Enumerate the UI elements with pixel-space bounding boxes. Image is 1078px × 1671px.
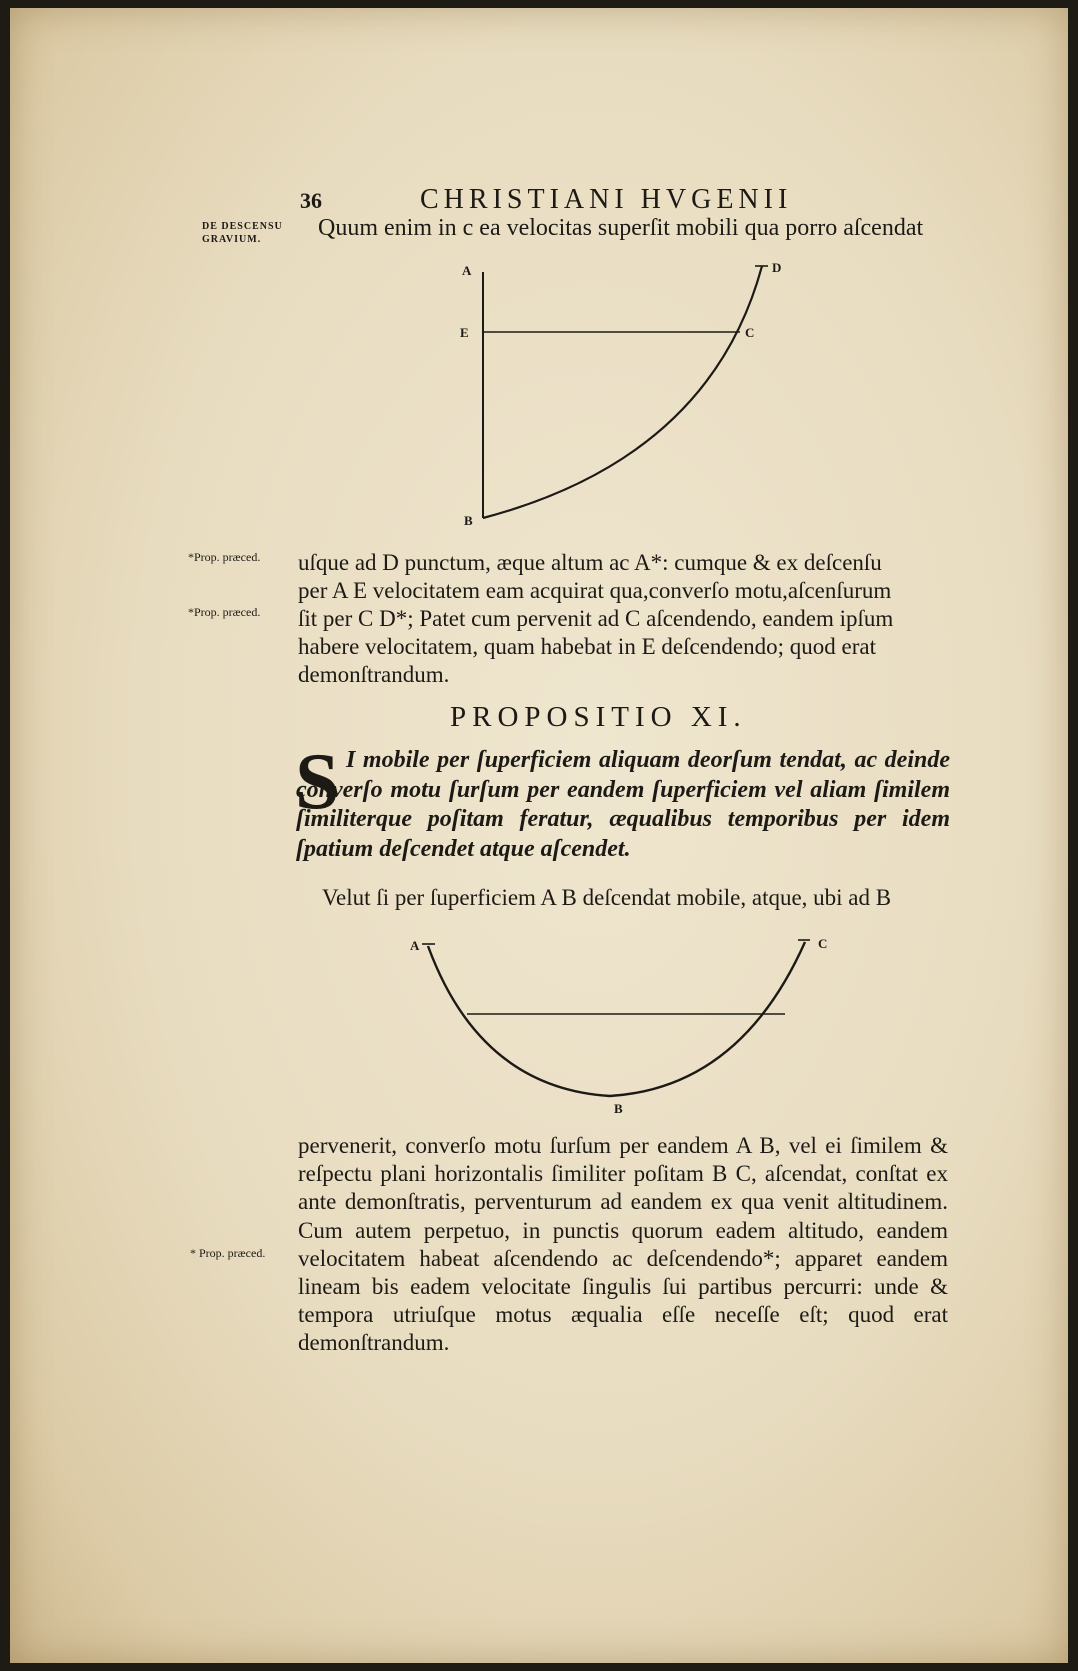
margin-note-3: * Prop. præced.: [190, 1246, 266, 1260]
proposition-title: PROPOSITIO XI.: [450, 701, 747, 733]
fig2-label-a: A: [410, 938, 420, 953]
intro-line: Quum enim in c ea velocitas superſit mobili qua porro aſcendat: [318, 215, 924, 241]
paragraph1-line-1: uſque ad D punctum, æque altum ac A*: cumque & ex deſcenſu: [298, 550, 882, 575]
page-number: 36: [300, 188, 322, 213]
fig2-label-b: B: [614, 1101, 623, 1116]
fig1-curve-BCD: [483, 266, 762, 518]
paragraph1-line-3: ſit per C D*; Patet cum pervenit ad C aſcendendo, eandem ipſum: [298, 606, 894, 631]
margin-heading: [202, 220, 283, 246]
fig1-label-d: D: [772, 260, 782, 275]
paragraph-2: pervenerit, converſo motu ſurſum per eandem A B, vel ei ſimilem & reſpectu plani horizontalis ſimiliter poſitam B C, aſcendat, conſtat ex ante demonſtratis, perventurum ad eandem ex qua venit altitudinem. Cum autem perpetuo, in punctis quorum eadem altitudo, eandem velocitatem habeat aſcendendo ac deſcendendo*; apparet eandem lineam bis eadem velocitate ſingulis ſui partibus percurri: unde & tempora utriuſque motus æqualia eſſe neceſſe eſt; quod erat demonſtrandum.: [298, 1133, 948, 1356]
book-page: [10, 8, 1068, 1663]
margin-heading-line2: GRAVIUM.: [202, 234, 262, 245]
margin-note-2: *Prop. præced.: [188, 605, 261, 619]
fig2-label-c: C: [818, 936, 828, 951]
fig1-label-a: A: [462, 263, 472, 278]
fig1-label-e: E: [460, 325, 469, 340]
fig1-label-b: B: [464, 513, 473, 528]
fig1-label-c: C: [745, 325, 755, 340]
demonstration-intro: Velut ſi per ſuperficiem A B deſcendat mobile, atque, ubi ad B: [322, 885, 892, 910]
margin-heading-line1: DE DESCENSU: [202, 221, 283, 232]
paragraph1-line-4: habere velocitatem, quam habebat in E deſcendendo; quod erat: [298, 634, 876, 659]
margin-note-1: *Prop. præced.: [188, 550, 261, 564]
fig2-curve-ABC: [428, 942, 805, 1096]
paragraph1-line-5: demonſtrandum.: [298, 662, 450, 687]
paragraph1-line-2: per A E velocitatem eam acquirat qua,converſo motu,aſcenſurum: [298, 578, 892, 603]
running-title: CHRISTIANI HVGENII: [420, 184, 793, 215]
proposition-enunciation: I mobile per ſuperficiem aliquam deorſum tendat, ac deinde converſo motu ſurſum per eandem ſuperficiem vel aliam ſimilem ſimiliterque poſitam feratur, æqualibus temporibus per idem ſpatium deſcendet atque aſcendet.: [296, 747, 950, 862]
drop-cap: S: [295, 738, 340, 826]
